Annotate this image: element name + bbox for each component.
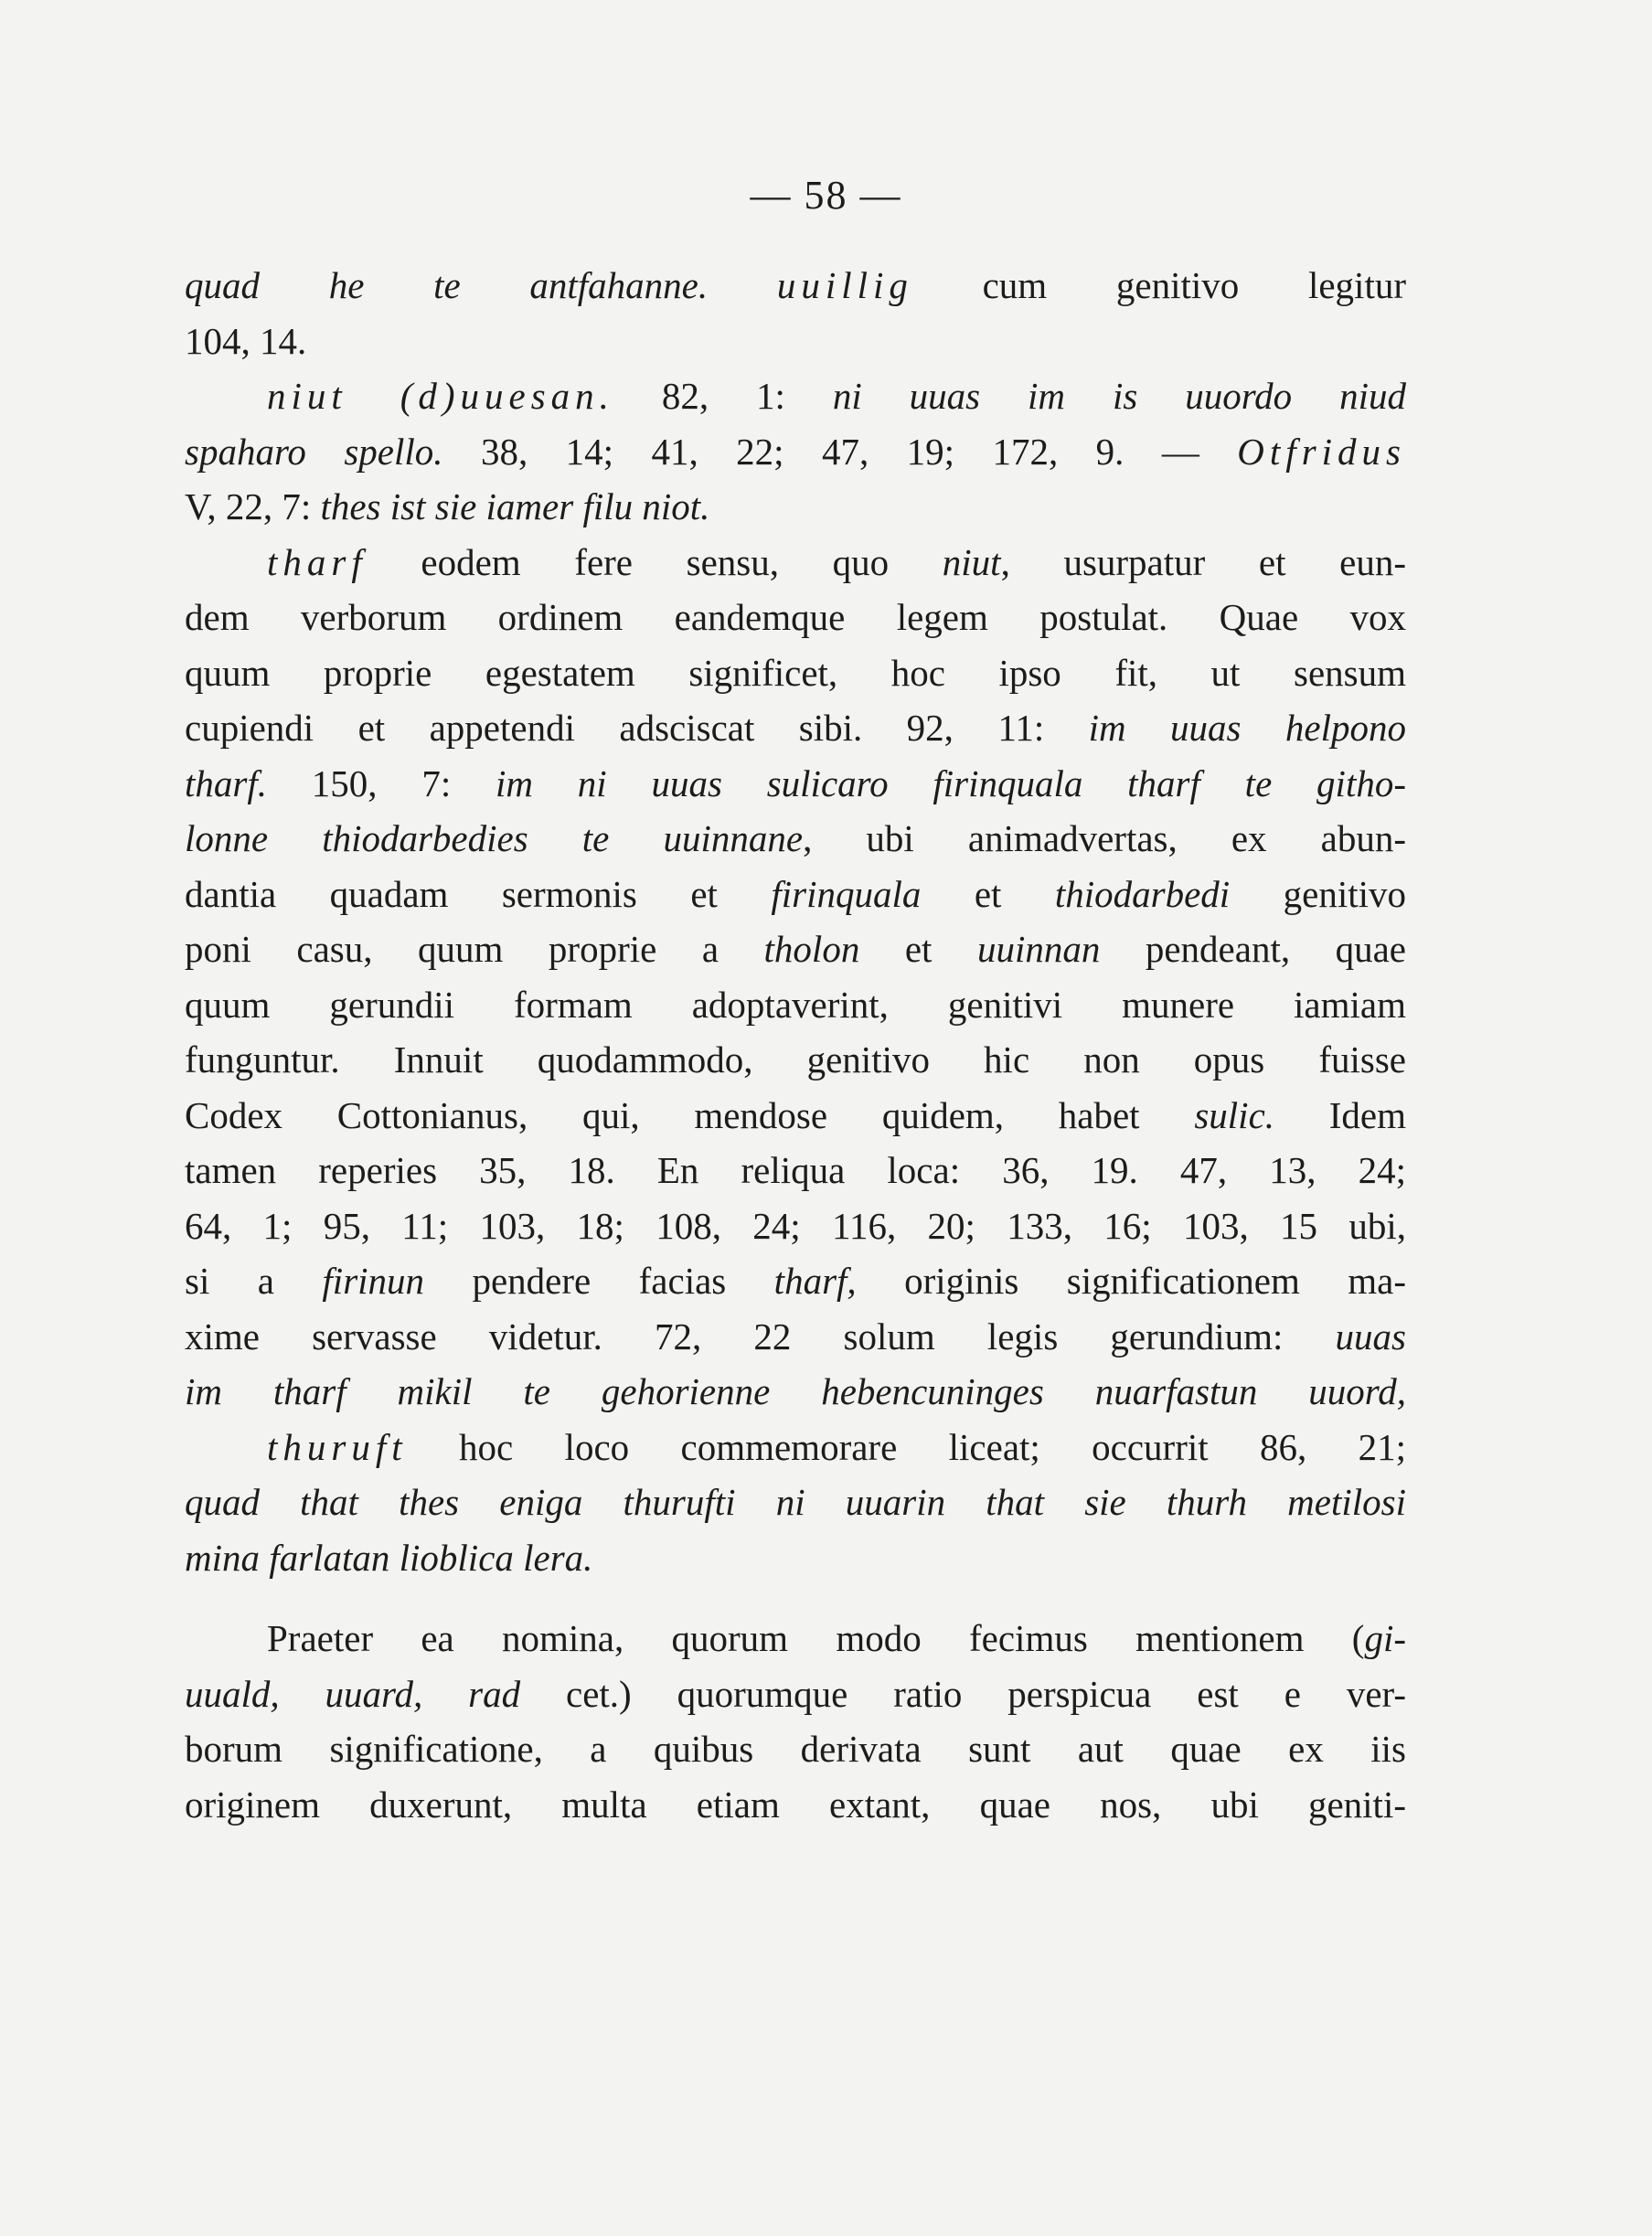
spaced-italic-term: tharf: [267, 540, 368, 583]
text-segment: quum proprie egestatem significet, hoc ipso fit, ut sensum: [185, 651, 1406, 694]
text-line: [185, 811, 1406, 867]
italic-quote: spaharo spello.: [185, 430, 443, 473]
text-segment: , usurpatur et eun-: [1000, 540, 1406, 583]
italic-quote: firinquala: [771, 872, 922, 915]
spaced-italic-term: uuillig: [776, 264, 913, 306]
text-segment: xime servasse videtur. 72, 22 solum legis gerundium:: [185, 1315, 1336, 1358]
text-line: [185, 535, 1406, 591]
text-line: [185, 700, 1406, 756]
italic-quote: firinun: [322, 1260, 425, 1302]
text-segment: 104, 14.: [185, 319, 307, 362]
text-segment: Praeter ea nomina, quorum modo fecimus mentionem (: [267, 1617, 1365, 1659]
text-segment: 150, 7:: [267, 761, 496, 804]
text-segment: dem verborum ordinem eandemque legem postulat. Quae vox: [185, 596, 1406, 638]
text-line: [185, 1032, 1406, 1088]
text-segment: tamen reperies 35, 18. En reliqua loca: 36, 19. 47, 13, 24;: [185, 1149, 1406, 1191]
italic-quote: tholon: [763, 928, 860, 970]
text-line: [185, 590, 1406, 645]
italic-quote: thes ist sie iamer filu niot.: [320, 485, 710, 527]
text-segment: dantia quadam sermonis et: [185, 872, 772, 915]
italic-quote: thiodarbedi: [1054, 872, 1231, 915]
text-segment: Codex Cottonianus, qui, mendose quidem, habet: [185, 1093, 1195, 1136]
text-line: [185, 1088, 1406, 1144]
text-segment: et: [859, 928, 977, 970]
text-line: [185, 1721, 1406, 1777]
text-line: [185, 1475, 1406, 1530]
text-segment: et: [921, 872, 1055, 915]
text-line: [185, 977, 1406, 1033]
text-segment: 64, 1; 95, 11; 103, 18; 108, 24; 116, 20; 133, 16; 103, 15 ubi,: [185, 1204, 1406, 1247]
text-segment: quum gerundii formam adoptaverint, genitivi munere iamiam: [185, 983, 1406, 1026]
body-text: [185, 258, 1406, 1832]
italic-quote: tharf.: [185, 761, 267, 804]
text-segment: originem duxerunt, multa etiam extant, quae nos, ubi geniti-: [185, 1783, 1406, 1826]
text-line: [185, 1420, 1406, 1475]
text-line: [185, 258, 1406, 314]
text-segment: si a: [185, 1260, 323, 1302]
italic-quote: im ni uuas sulicaro firinquala tharf te githo-: [496, 761, 1406, 804]
text-line: [185, 1666, 1406, 1722]
text-line: [185, 368, 1406, 424]
text-line: [185, 921, 1406, 977]
italic-quote: quad that thes eniga thurufti ni uuarin that sie thurh metilosi: [185, 1481, 1406, 1523]
spaced-italic-term: Otfridus: [1237, 430, 1406, 473]
text-line: [185, 645, 1406, 701]
text-line: [185, 1611, 1406, 1666]
text-segment: pendere facias: [424, 1260, 774, 1302]
italic-quote: sulic.: [1194, 1093, 1275, 1136]
text-segment: eodem fere sensu, quo: [367, 540, 943, 583]
spaced-italic-term: thuruft: [267, 1425, 408, 1468]
text-line: [185, 424, 1406, 480]
text-segment: cupiendi et appetendi adsciscat sibi. 92, 11:: [185, 707, 1089, 749]
text-line: [185, 867, 1406, 922]
text-line: [185, 1143, 1406, 1198]
italic-quote: gi-: [1364, 1617, 1406, 1659]
italic-quote: quad he te antfahanne.: [185, 264, 777, 306]
italic-quote: niut: [942, 540, 1001, 583]
text-segment: cum genitivo legitur: [912, 264, 1406, 306]
text-segment: originis significationem ma-: [856, 1260, 1407, 1302]
text-segment: Idem: [1274, 1093, 1406, 1136]
italic-quote: ni uuas im is uuordo niud: [832, 375, 1406, 417]
text-segment: 82, 1:: [613, 375, 833, 417]
italic-quote: uuas: [1335, 1315, 1406, 1358]
italic-quote: uuinnan: [976, 928, 1101, 970]
italic-quote: im tharf mikil te gehorienne hebencuninges nuarfastun uuord,: [185, 1370, 1406, 1412]
text-segment: cet.) quorumque ratio perspicua est e ver-: [520, 1672, 1406, 1715]
text-segment: poni casu, quum proprie a: [185, 928, 764, 970]
text-line: [185, 314, 1406, 369]
italic-quote: tharf,: [773, 1260, 857, 1302]
italic-quote: mina farlatan lioblica lera.: [185, 1536, 593, 1579]
text-segment: funguntur. Innuit quodammodo, genitivo hic non opus fuisse: [185, 1038, 1406, 1081]
text-segment: V, 22, 7:: [185, 485, 321, 527]
text-segment: borum significatione, a quibus derivata sunt aut quae ex iis: [185, 1728, 1406, 1770]
text-line: [185, 1309, 1406, 1365]
text-line: [185, 479, 1406, 535]
text-line: [185, 1198, 1406, 1254]
spaced-italic-term: niut (d)uuesan.: [267, 375, 614, 417]
text-segment: , ubi animadvertas, ex abun-: [803, 817, 1406, 859]
text-line: [185, 1530, 1406, 1586]
text-segment: genitivo: [1230, 872, 1406, 915]
text-segment: 38, 14; 41, 22; 47, 19; 172, 9. —: [442, 430, 1238, 473]
italic-quote: im uuas helpono: [1088, 707, 1407, 749]
text-line: [185, 1253, 1406, 1309]
text-segment: pendeant, quae: [1100, 928, 1406, 970]
text-line: [185, 1777, 1406, 1833]
page-number: — 58 —: [750, 173, 902, 218]
italic-quote: uuald, uuard, rad: [185, 1672, 521, 1715]
text-segment: hoc loco commemorare liceat; occurrit 86, 21;: [407, 1425, 1406, 1468]
italic-quote: lonne thiodarbedies te uuinnane: [185, 817, 804, 859]
text-line: [185, 756, 1406, 812]
text-line: [185, 1364, 1406, 1420]
